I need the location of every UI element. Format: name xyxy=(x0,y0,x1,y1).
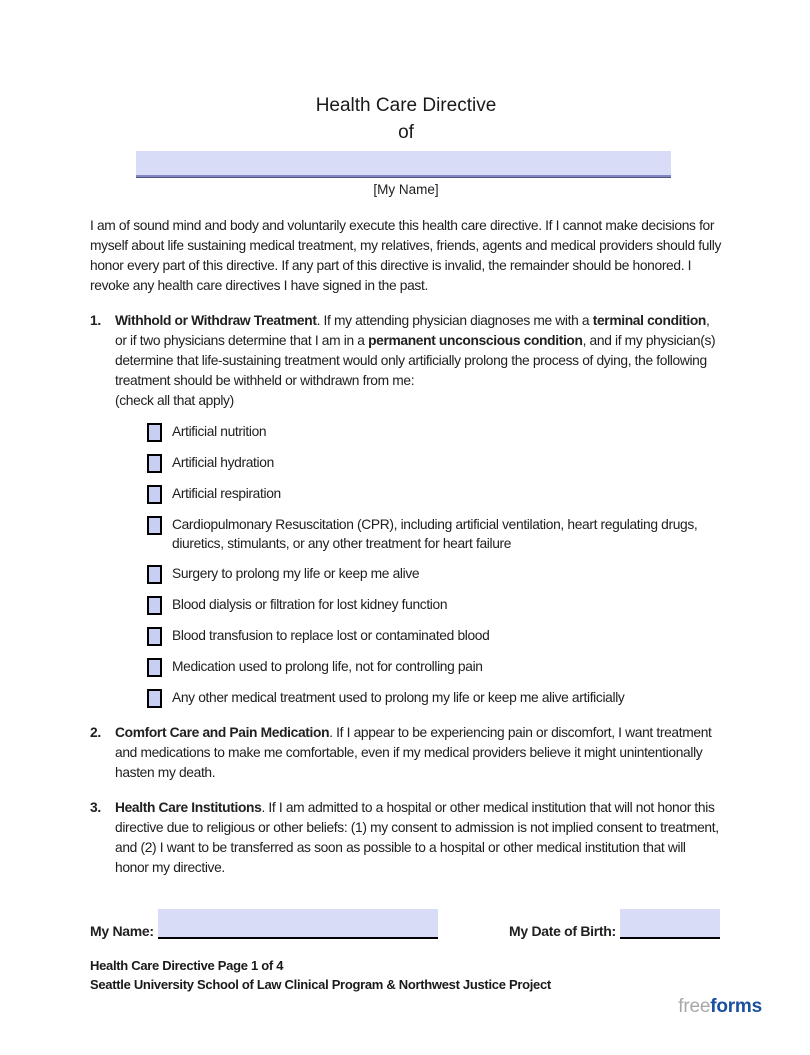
my-name-field[interactable] xyxy=(158,909,438,939)
date-of-birth-field[interactable] xyxy=(620,909,720,939)
intro-paragraph: I am of sound mind and body and voluntarily execute this health care directive. If I cannot make decisions for myself about life sustaining medical treatment, my relatives, friends, agents and medical providers should fully honor every part of this directive. If any part of this directive is invalid, the remainder should be honored. I revoke any health care directives I have signed in the past. xyxy=(90,218,722,293)
logo-forms-text: forms xyxy=(710,996,762,1017)
section-number: 3. xyxy=(90,800,101,815)
checkbox-row xyxy=(147,657,722,677)
treatment-checkbox[interactable] xyxy=(147,689,162,708)
logo-free-text: free xyxy=(678,996,711,1017)
check-all-note: (check all that apply) xyxy=(115,393,234,408)
bold-phrase-terminal-condition: terminal condition xyxy=(592,313,707,328)
my-name-top-field[interactable] xyxy=(136,151,671,177)
treatment-checkbox[interactable] xyxy=(147,658,162,677)
checkbox-list xyxy=(147,422,722,708)
document-title-block xyxy=(90,92,722,146)
checkbox-label: Blood transfusion to replace lost or contaminated blood xyxy=(172,628,490,643)
section-withhold-treatment xyxy=(90,311,722,708)
section-number: 1. xyxy=(90,313,101,328)
checkbox-row xyxy=(147,515,722,553)
checkbox-label: Artificial respiration xyxy=(172,486,281,501)
section-body-text: . If I appear to be experiencing pain or discomfort, I want treatment and medications to make me comfortable, even if my medical providers believe it might unintentionally hasten my death. xyxy=(115,725,712,780)
treatment-checkbox[interactable] xyxy=(147,596,162,615)
checkbox-row xyxy=(147,626,722,646)
treatment-checkbox[interactable] xyxy=(147,565,162,584)
checkbox-row xyxy=(147,453,722,473)
date-of-birth-label: My Date of Birth: xyxy=(509,923,616,939)
treatment-checkbox[interactable] xyxy=(147,627,162,646)
section-title: Health Care Institutions xyxy=(115,800,262,815)
section-title: Comfort Care and Pain Medication xyxy=(115,725,330,740)
treatment-checkbox[interactable] xyxy=(147,485,162,504)
page-title: Health Care Directive xyxy=(315,95,497,116)
footer-page-number: Health Care Directive Page 1 of 4 xyxy=(90,958,284,973)
checkbox-row xyxy=(147,595,722,615)
section-title: Withhold or Withdraw Treatment xyxy=(115,313,317,328)
checkbox-row xyxy=(147,688,722,708)
section-body-text: , and if my physician(s) determine that life-sustaining treatment would only artificially prolong the process of dying, the following treatment should be withheld or withdrawn from me: xyxy=(115,333,716,388)
treatment-checkbox[interactable] xyxy=(147,423,162,442)
checkbox-label: Surgery to prolong my life or keep me alive xyxy=(172,566,420,581)
bottom-fields-row xyxy=(0,909,810,943)
checkbox-label: Artificial hydration xyxy=(172,455,274,470)
section-body-text: . If I am admitted to a hospital or other medical institution that will not honor this directive due to religious or other beliefs: (1) my consent to admission is not implied consent to treatment, and (2) I want to be transferred as soon as possible to a hospital or other medical institution that will honor my directive. xyxy=(115,800,719,875)
bold-phrase-permanent-unconscious: permanent unconscious condition xyxy=(368,333,583,348)
section-comfort-care xyxy=(90,723,722,783)
page-footer xyxy=(90,956,551,994)
treatment-checkbox[interactable] xyxy=(147,516,162,535)
checkbox-label: Any other medical treatment used to prolong my life or keep me alive artificially xyxy=(172,690,625,705)
checkbox-label: Cardiopulmonary Resuscitation (CPR), including artificial ventilation, heart regulating drugs, diuretics, stimulants, or any other treatment for heart failure xyxy=(172,517,698,551)
treatment-checkbox[interactable] xyxy=(147,454,162,473)
checkbox-row xyxy=(147,422,722,442)
checkbox-label: Medication used to prolong life, not for controlling pain xyxy=(172,659,483,674)
checkbox-label: Artificial nutrition xyxy=(172,424,267,439)
page-subtitle: of xyxy=(398,122,414,143)
my-name-caption: [My Name] xyxy=(373,182,439,197)
my-name-label: My Name: xyxy=(90,923,154,939)
section-number: 2. xyxy=(90,725,101,740)
checkbox-label: Blood dialysis or filtration for lost kidney function xyxy=(172,597,448,612)
checkbox-row xyxy=(147,564,722,584)
section-body-text: . If my attending physician diagnoses me with a xyxy=(316,313,593,328)
checkbox-row xyxy=(147,484,722,504)
footer-attribution: Seattle University School of Law Clinical Program & Northwest Justice Project xyxy=(90,977,551,992)
freeforms-logo xyxy=(678,996,762,1018)
section-body-text: , or if two physicians determine that I am in a xyxy=(115,313,710,348)
section-health-care-institutions xyxy=(90,798,722,878)
